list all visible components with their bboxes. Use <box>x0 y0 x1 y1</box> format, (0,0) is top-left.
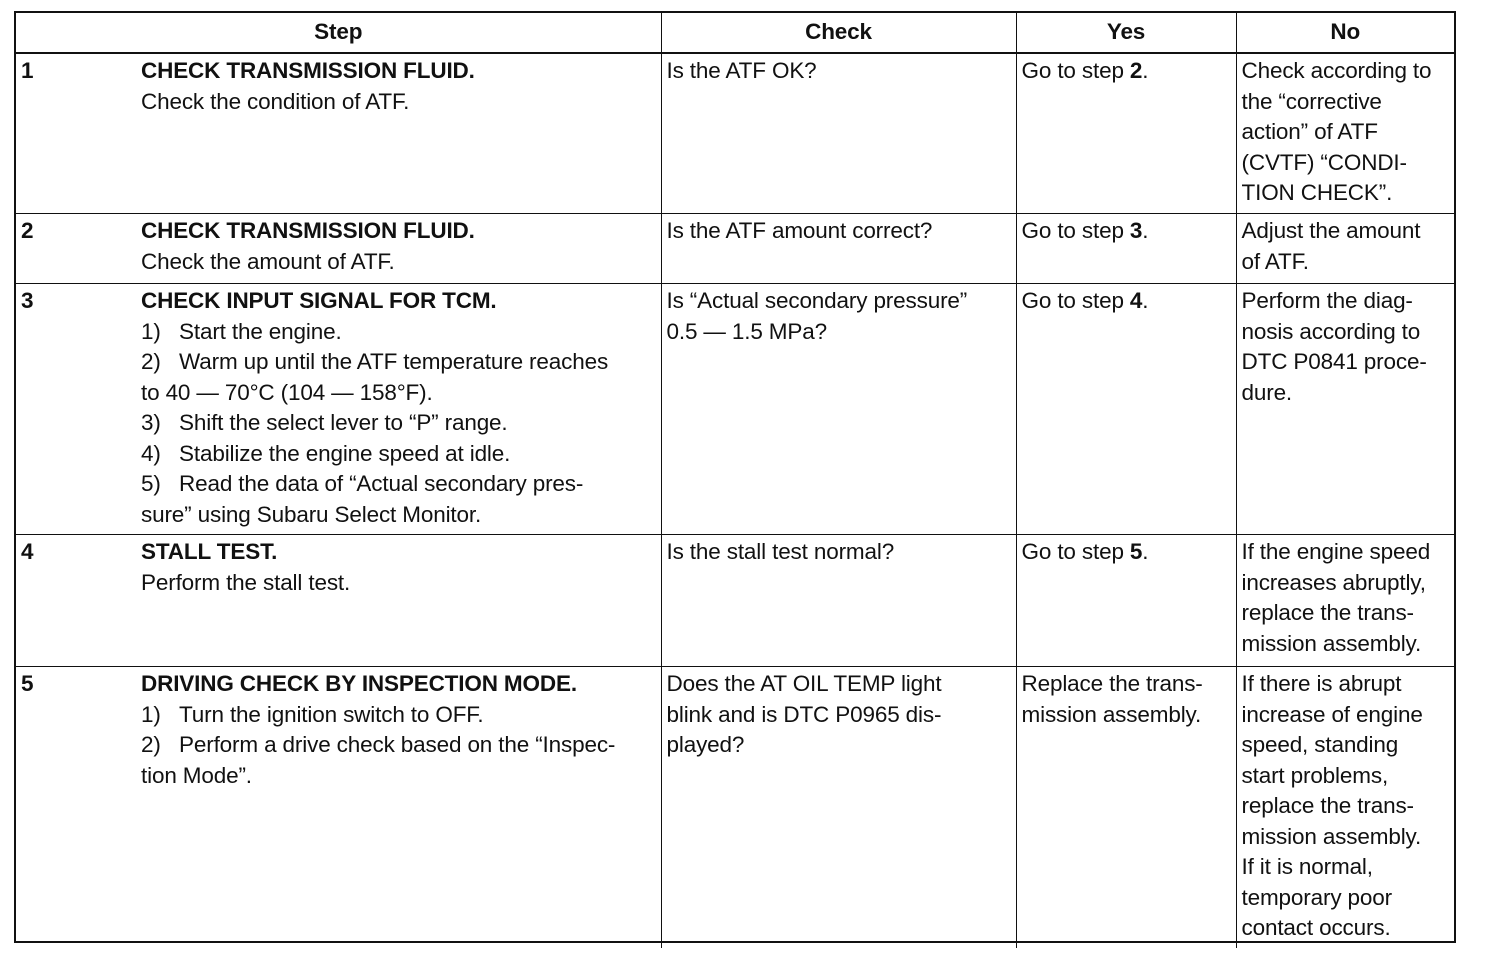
yes-prefix: Go to step <box>1021 58 1130 83</box>
step-instruction: Perform the stall test. <box>141 569 351 595</box>
yes-prefix: Go to step <box>1021 288 1130 313</box>
no-text: If there is abrupt <box>1241 671 1402 696</box>
no-text: contact occurs. <box>1241 915 1391 940</box>
step-instruction: Check the condition of ATF. <box>141 88 410 114</box>
step-number: 3 <box>21 288 34 313</box>
step-instruction: 2) Perform a drive check based on the “Inspec- <box>141 732 616 757</box>
step-title: CHECK TRANSMISSION FLUID. <box>141 218 475 243</box>
step-number: 2 <box>21 218 34 243</box>
diagnostic-table-frame <box>14 11 1456 943</box>
table-row <box>16 284 1454 535</box>
no-text: Adjust the amount <box>1241 218 1421 243</box>
yes-prefix: Go to step <box>1021 218 1130 243</box>
check-text: Is the stall test normal? <box>666 539 895 564</box>
step-cell <box>16 53 661 214</box>
header-check: Check <box>661 13 1016 53</box>
step-cell <box>16 214 661 284</box>
yes-suffix: . <box>1142 539 1149 564</box>
no-cell <box>1236 214 1454 284</box>
no-text: action” of ATF <box>1241 119 1378 144</box>
header-step: Step <box>16 13 661 53</box>
step-instruction: 1) Turn the ignition switch to OFF. <box>141 701 484 727</box>
yes-suffix: . <box>1142 288 1149 313</box>
yes-cell <box>1016 667 1236 948</box>
check-text: Is the ATF OK? <box>666 58 817 83</box>
yes-step-ref: 5 <box>1129 539 1143 564</box>
no-text: Check according to <box>1241 58 1432 83</box>
no-text: increase of engine <box>1241 701 1423 727</box>
check-text: Is “Actual secondary pressure” <box>666 288 968 313</box>
step-number: 5 <box>21 671 34 696</box>
yes-cell <box>1016 284 1236 535</box>
step-instruction: to 40 — 70°C (104 — 158°F). <box>141 379 433 405</box>
header-yes: Yes <box>1016 13 1236 53</box>
no-text: mission assembly. <box>1241 630 1422 656</box>
yes-prefix: Go to step <box>1021 539 1130 564</box>
table-row <box>16 535 1454 667</box>
check-cell <box>661 535 1016 667</box>
step-instruction: sure” using Subaru Select Monitor. <box>141 501 482 527</box>
step-title: STALL TEST. <box>141 539 278 564</box>
step-title: CHECK INPUT SIGNAL FOR TCM. <box>141 288 497 313</box>
yes-step-ref: 3 <box>1129 218 1143 243</box>
no-cell <box>1236 667 1454 948</box>
step-number: 1 <box>21 58 34 83</box>
no-text: Perform the diag- <box>1241 288 1413 313</box>
step-title: DRIVING CHECK BY INSPECTION MODE. <box>141 671 577 696</box>
check-text: Is the ATF amount correct? <box>666 218 933 243</box>
no-text: mission assembly. <box>1241 823 1422 849</box>
step-title: CHECK TRANSMISSION FLUID. <box>141 58 475 83</box>
no-text: TION CHECK”. <box>1241 180 1393 205</box>
check-cell <box>661 214 1016 284</box>
check-text: blink and is DTC P0965 dis- <box>666 701 942 727</box>
no-text: replace the trans- <box>1241 600 1414 625</box>
check-cell <box>661 284 1016 535</box>
no-text: nosis according to <box>1241 318 1421 344</box>
no-text: DTC P0841 proce- <box>1241 349 1427 374</box>
no-text: (CVTF) “CONDI- <box>1241 149 1407 175</box>
no-text: start problems, <box>1241 762 1389 788</box>
check-text: 0.5 — 1.5 MPa? <box>666 318 827 344</box>
step-instruction: Check the amount of ATF. <box>141 248 395 274</box>
table-row <box>16 53 1454 214</box>
no-text: If it is normal, <box>1241 854 1373 879</box>
check-text: played? <box>666 732 745 757</box>
yes-suffix: . <box>1142 218 1149 243</box>
step-instruction: 3) Shift the select lever to “P” range. <box>141 410 508 435</box>
step-instruction: 1) Start the engine. <box>141 318 342 344</box>
step-instruction: 2) Warm up until the ATF temperature reaches <box>141 349 609 374</box>
yes-suffix: . <box>1142 58 1149 83</box>
header-no: No <box>1236 13 1454 53</box>
table-header-row <box>16 13 1454 53</box>
diagnostic-table <box>16 13 1454 948</box>
no-text: dure. <box>1241 379 1293 405</box>
no-text: the “corrective <box>1241 88 1382 114</box>
yes-text: Replace the trans- <box>1021 671 1203 696</box>
step-instruction: 4) Stabilize the engine speed at idle. <box>141 440 511 466</box>
no-text: speed, standing <box>1241 732 1399 757</box>
step-cell <box>16 535 661 667</box>
check-cell <box>661 667 1016 948</box>
table-row <box>16 667 1454 948</box>
no-cell <box>1236 53 1454 214</box>
yes-text: mission assembly. <box>1021 701 1202 727</box>
step-number: 4 <box>21 539 34 564</box>
step-cell <box>16 284 661 535</box>
no-text: increases abruptly, <box>1241 569 1426 595</box>
step-cell <box>16 667 661 948</box>
no-cell <box>1236 535 1454 667</box>
no-text: of ATF. <box>1241 248 1309 274</box>
yes-cell <box>1016 214 1236 284</box>
no-text: If the engine speed <box>1241 539 1431 564</box>
yes-step-ref: 2 <box>1129 58 1143 83</box>
yes-step-ref: 4 <box>1129 288 1143 313</box>
step-instruction: tion Mode”. <box>141 762 252 788</box>
check-cell <box>661 53 1016 214</box>
yes-cell <box>1016 535 1236 667</box>
yes-cell <box>1016 53 1236 214</box>
check-text: Does the AT OIL TEMP light <box>666 671 942 696</box>
table-row <box>16 214 1454 284</box>
step-instruction: 5) Read the data of “Actual secondary pres- <box>141 471 584 496</box>
no-cell <box>1236 284 1454 535</box>
no-text: replace the trans- <box>1241 793 1414 818</box>
no-text: temporary poor <box>1241 884 1392 910</box>
